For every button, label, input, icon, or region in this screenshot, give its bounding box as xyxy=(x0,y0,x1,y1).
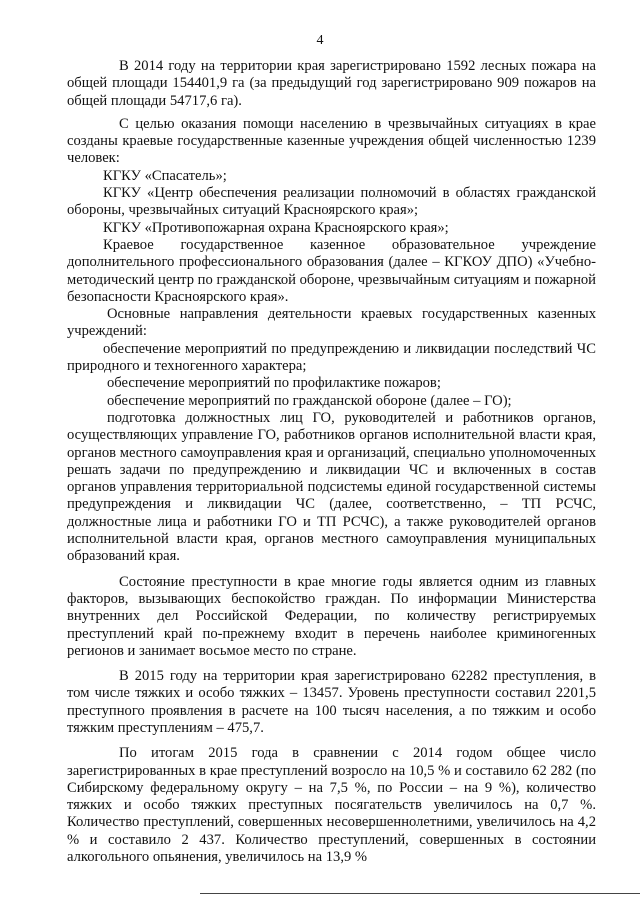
paragraph-crime-comparison: По итогам 2015 года в сравнении с 2014 годом общее число зарегистрированных в крае преступлений возросло на 10,5 % и составило 62 282 (по Сибирскому федеральному округу – на 7,5 %, по России – на 9 %), количество тяжких и особо тяжких преступных посягательств увеличилось на 0,7 %. Количество преступлений, совершенных несовершеннолетними, увеличилось на 4,2 % и составило 2 437. Количество преступлений, совершенных в состоянии алкогольного опьянения, увеличилось на 13,9 % xyxy=(67,745,596,866)
list-item-civil-defense: обеспечение мероприятий по гражданской обороне (далее – ГО); xyxy=(107,392,512,409)
paragraph-crime-2015: В 2015 году на территории края зарегистрировано 62282 преступления, в том числе тяжких и особо тяжких – 13457. Уровень преступности составил 2201,5 преступного проявления в расчете на 100 тысяч населения, а по тяжким и особо тяжким преступлениям – 475,7. xyxy=(67,668,596,736)
page-number: 4 xyxy=(316,33,324,48)
list-item-kgku-center: КГКУ «Центр обеспечения реализации полномочий в областях гражданской обороны, чрезвычайных ситуаций Красноярского края»; xyxy=(67,185,596,219)
list-item-kgku-rescuer: КГКУ «Спасатель»; xyxy=(103,167,227,184)
paragraph-forest-fires: В 2014 году на территории края зарегистрировано 1592 лесных пожара на общей площади 154401,9 га (за предыдущий год зарегистрировано 909 пожаров на общей площади 54717,6 га). xyxy=(67,58,596,109)
bottom-rule xyxy=(200,893,640,894)
list-item-kgkou-dpo: Краевое государственное казенное образовательное учреждение дополнительного профессионального образования (далее – КГКОУ ДПО) «Учебно-методический центр по гражданской обороне, чрезвычайным ситуациям и пожарной безопасности Красноярского края». xyxy=(67,236,596,305)
paragraph-main-directions: Основные направления деятельности краевых государственных казенных учреждений: xyxy=(67,306,596,340)
document-body xyxy=(67,58,596,866)
list-item-emergency-measures: обеспечение мероприятий по предупреждению и ликвидации последствий ЧС природного и техногенного характера; xyxy=(67,340,596,375)
list-item-training: подготовка должностных лиц ГО, руководителей и работников органов, осуществляющих управление ГО, работников органов исполнительной власти края, органов местного самоуправления края и организаций, специально уполномоченных решать задачи по предупреждению и ликвидации ЧС и включенных в состав органов управления территориальной подсистемы единой государственной системы предупреждения и ликвидации ЧС (далее, соответственно, – ТП РСЧС, должностные лица и работники ГО и ТП РСЧС), а также руководителей органов исполнительной власти края, органов местного самоуправления муниципальных образований края. xyxy=(67,409,596,565)
paragraph-crime-state: Состояние преступности в крае многие годы является одним из главных факторов, вызывающих беспокойство граждан. По информации Министерства внутренних дел Российской Федерации, по количеству регистрируемых преступлений край по-прежнему входит в перечень наиболее криминогенных регионов и занимает восьмое место по стране. xyxy=(67,573,596,659)
list-item-fire-prevention: обеспечение мероприятий по профилактике пожаров; xyxy=(107,375,441,392)
list-item-kgku-fire-protection: КГКУ «Противопожарная охрана Красноярского края»; xyxy=(103,219,449,236)
paragraph-institutions-intro: С целью оказания помощи населению в чрезвычайных ситуациях в крае созданы краевые государственные казенные учреждения общей численностью 1239 человек: xyxy=(67,115,596,167)
